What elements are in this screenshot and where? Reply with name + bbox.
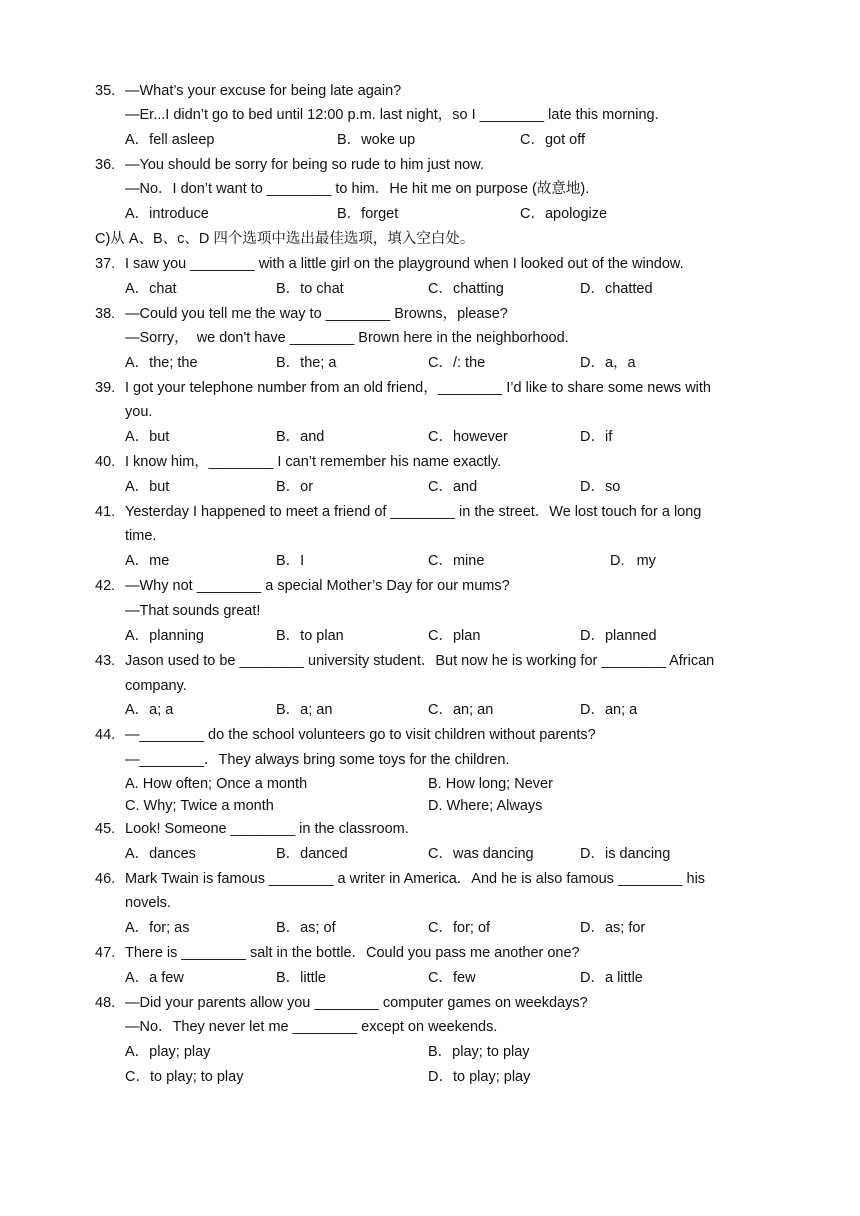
question-text: —________ do the school volunteers go to visit children without parents? bbox=[125, 727, 596, 743]
question-number: 38. bbox=[95, 306, 116, 322]
option-b: B．woke up bbox=[337, 132, 416, 148]
question-text: —No．I don’t want to ________ to him．He hit me on purpose (故意地). bbox=[125, 181, 590, 197]
option-a: A．play; play bbox=[125, 1044, 211, 1060]
question-text: Mark Twain is famous ________ a writer in America．And he is also famous ________ his bbox=[125, 871, 706, 887]
option-a: A．fell asleep bbox=[125, 132, 215, 148]
option-d: D．chatted bbox=[580, 281, 653, 297]
option-c: C. Why; Twice a month bbox=[125, 798, 274, 814]
option-b: B．a; an bbox=[276, 702, 333, 718]
option-d: D．if bbox=[580, 429, 613, 445]
section-heading: C)从 A、B、c、D 四个选项中选出最佳选项，填入空白处。 bbox=[95, 231, 475, 247]
option-c: C．however bbox=[428, 429, 508, 445]
question-text: —Sorry， we don't have ________ Brown here in the neighborhood. bbox=[125, 330, 569, 346]
option-a: A．dances bbox=[125, 846, 196, 862]
option-c: C．mine bbox=[428, 553, 485, 569]
option-d: D. Where; Always bbox=[428, 798, 543, 814]
option-d: D. my bbox=[610, 553, 656, 569]
option-d: D．planned bbox=[580, 628, 657, 644]
option-d: D．so bbox=[580, 479, 621, 495]
question-number: 40. bbox=[95, 454, 116, 470]
option-a: A．chat bbox=[125, 281, 177, 297]
question-text: —Could you tell me the way to ________ Browns，please? bbox=[125, 306, 508, 322]
option-b: B．I bbox=[276, 553, 305, 569]
option-c: C．and bbox=[428, 479, 478, 495]
option-a: A．me bbox=[125, 553, 170, 569]
option-b: B．little bbox=[276, 970, 326, 986]
question-text: There is ________ salt in the bottle．Could you pass me another one? bbox=[125, 945, 580, 961]
option-d: D．a，a bbox=[580, 355, 636, 371]
option-b: B. How long; Never bbox=[428, 776, 553, 792]
option-a: A．introduce bbox=[125, 206, 209, 222]
option-a: A．a few bbox=[125, 970, 184, 986]
option-b: B．forget bbox=[337, 206, 399, 222]
question-number: 36. bbox=[95, 157, 116, 173]
option-c: C．to play; to play bbox=[125, 1069, 244, 1085]
option-b: B．danced bbox=[276, 846, 348, 862]
option-a: A．but bbox=[125, 479, 170, 495]
option-b: B．the; a bbox=[276, 355, 337, 371]
option-c: C．was dancing bbox=[428, 846, 534, 862]
question-text: Jason used to be ________ university student．But now he is working for ________ African bbox=[125, 653, 715, 669]
option-d: D．to play; play bbox=[428, 1069, 531, 1085]
question-text: —Er...I didn’t go to bed until 12:00 p.m. last night，so I ________ late this morning. bbox=[125, 107, 659, 123]
question-text: —That sounds great! bbox=[125, 603, 261, 619]
option-a: A. How often; Once a month bbox=[125, 776, 308, 792]
question-number: 42. bbox=[95, 578, 116, 594]
option-c: C．for; of bbox=[428, 920, 491, 936]
question-number: 41. bbox=[95, 504, 116, 520]
question-number: 48. bbox=[95, 995, 116, 1011]
option-c: C．got off bbox=[520, 132, 586, 148]
question-text: novels. bbox=[125, 895, 171, 911]
question-text: —What’s your excuse for being late again? bbox=[125, 83, 402, 99]
option-a: A．for; as bbox=[125, 920, 190, 936]
question-text: Yesterday I happened to meet a friend of ________ in the street．We lost touch for a long bbox=[125, 504, 702, 520]
question-text: —Why not ________ a special Mother’s Day for our mums? bbox=[125, 578, 510, 594]
question-text: —You should be sorry for being so rude to him just now. bbox=[125, 157, 484, 173]
question-number: 39. bbox=[95, 380, 116, 396]
option-c: C．plan bbox=[428, 628, 481, 644]
question-text: I got your telephone number from an old friend，________ I’d like to share some news with bbox=[125, 380, 711, 396]
question-text: Look! Someone ________ in the classroom. bbox=[125, 821, 409, 837]
option-d: D．a little bbox=[580, 970, 643, 986]
question-text: I saw you ________ with a little girl on the playground when I looked out of the window. bbox=[125, 256, 684, 272]
question-text: I know him，________ I can’t remember his name exactly. bbox=[125, 454, 502, 470]
option-a: A．the; the bbox=[125, 355, 198, 371]
question-text: company. bbox=[125, 678, 187, 694]
option-a: A．planning bbox=[125, 628, 204, 644]
question-number: 47. bbox=[95, 945, 116, 961]
option-b: B．or bbox=[276, 479, 314, 495]
option-c: C．apologize bbox=[520, 206, 608, 222]
question-number: 35. bbox=[95, 83, 116, 99]
question-number: 46. bbox=[95, 871, 116, 887]
option-c: C．chatting bbox=[428, 281, 504, 297]
option-b: B．play; to play bbox=[428, 1044, 530, 1060]
option-d: D．as; for bbox=[580, 920, 646, 936]
option-b: B．to chat bbox=[276, 281, 344, 297]
option-c: C．an; an bbox=[428, 702, 494, 718]
option-c: C．few bbox=[428, 970, 476, 986]
question-text: you. bbox=[125, 404, 153, 420]
option-b: B．as; of bbox=[276, 920, 336, 936]
question-text: —Did your parents allow you ________ computer games on weekdays? bbox=[125, 995, 588, 1011]
question-number: 43. bbox=[95, 653, 116, 669]
question-number: 37. bbox=[95, 256, 116, 272]
option-b: B．and bbox=[276, 429, 325, 445]
option-c: C．/: the bbox=[428, 355, 486, 371]
question-text: —________．They always bring some toys for the children. bbox=[125, 752, 510, 768]
option-a: A．a; a bbox=[125, 702, 174, 718]
question-number: 45. bbox=[95, 821, 116, 837]
option-d: D．is dancing bbox=[580, 846, 671, 862]
question-text: time. bbox=[125, 528, 157, 544]
question-text: —No．They never let me ________ except on weekends. bbox=[125, 1019, 498, 1035]
option-d: D．an; a bbox=[580, 702, 638, 718]
option-b: B．to plan bbox=[276, 628, 344, 644]
question-number: 44. bbox=[95, 727, 116, 743]
option-a: A．but bbox=[125, 429, 170, 445]
